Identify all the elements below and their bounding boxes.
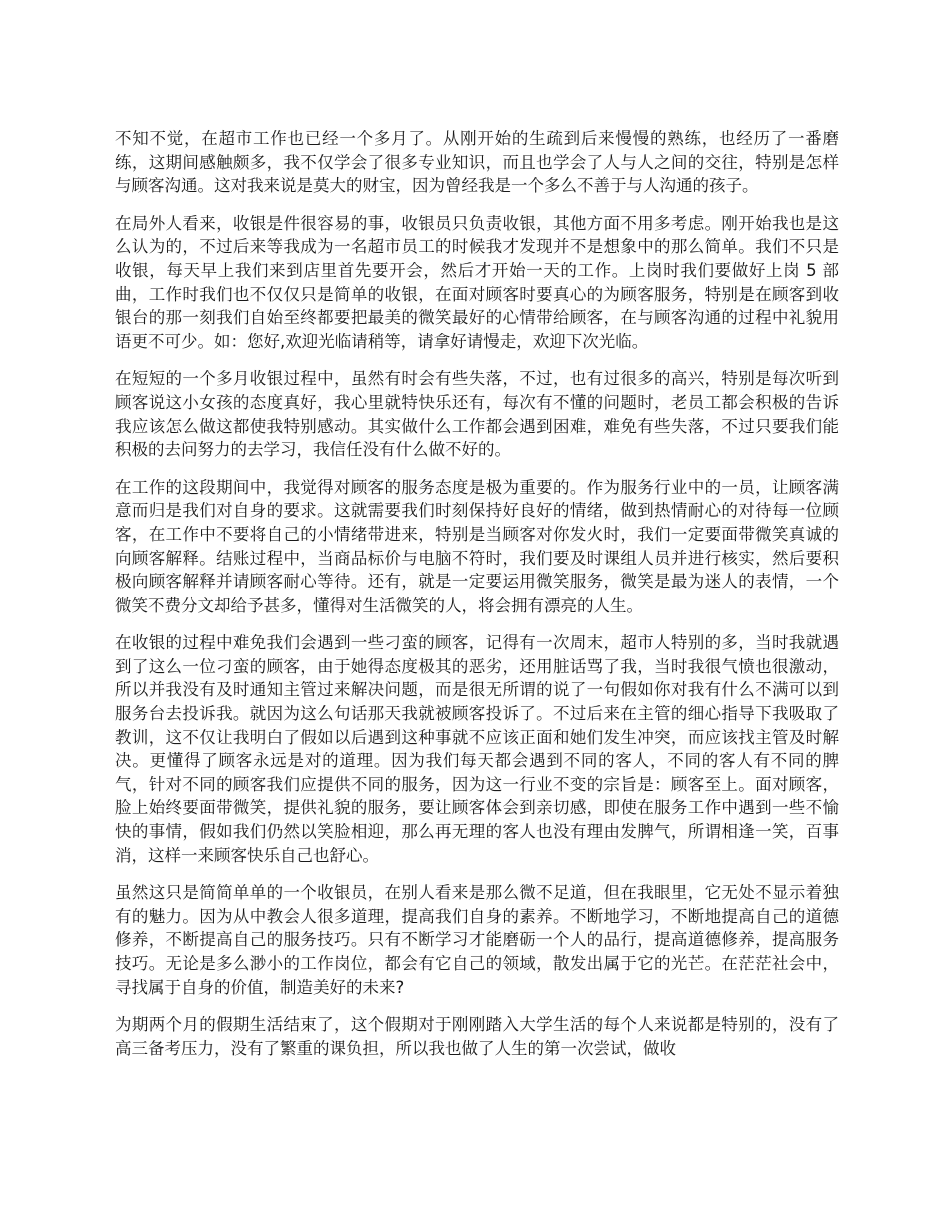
paragraph-1: 不知不觉，在超市工作也已经一个多月了。从刚开始的生疏到后来慢慢的熟练，也经历了一番磨练，这期间感触颇多，我不仅学会了很多专业知识，而且也学会了人与人之间的交往，特别是怎样与顾客沟通。这对我来说是莫大的财宝，因为曾经我是一个多么不善于与人沟通的孩子。: [115, 129, 839, 196]
paragraph-2: 在局外人看来，收银是件很容易的事，收银员只负责收银，其他方面不用多考虑。刚开始我也是这么认为的，不过后来等我成为一名超市员工的时候我才发现并不是想象中的那么简单。我们不只是收银，每天早上我们来到店里首先要开会，然后才开始一天的工作。上岗时我们要做好上岗 5 部曲，工作时我们也不仅仅只是简单的收银，在面对顾客时要真心的为顾客服务，特别是在顾客到收银台的那一刻我们自始至终都要把最美的微笑最好的心情带给顾客，在与顾客沟通的过程中礼貌用语更不可少。如：您好,欢迎光临请稍等，请拿好请慢走，欢迎下次光临。: [115, 213, 839, 351]
document-body: [115, 127, 839, 1074]
paragraph-5: 在收银的过程中难免我们会遇到一些刁蛮的顾客，记得有一次周末，超市人特别的多，当时我就遇到了这么一位刁蛮的顾客，由于她得态度极其的恶劣，还用脏话骂了我，当时我很气愤也很激动，所以并我没有及时通知主管过来解决问题，而是很无所谓的说了一句假如你对我有什么不满可以到服务台去投诉我。就因为这么句话那天我就被顾客投诉了。不过后来在主管的细心指导下我吸取了教训，这不仅让我明白了假如以后遇到这种事就不应该正面和她们发生冲突，而应该找主管及时解决。更懂得了顾客永远是对的道理。因为我们每天都会遇到不同的客人，不同的客人有不同的脾气，针对不同的顾客我们应提供不同的服务，因为这一行业不变的宗旨是：顾客至上。面对顾客，脸上始终要面带微笑，提供礼貌的服务，要让顾客体会到亲切感，即使在服务工作中遇到一些不愉快的事情，假如我们仍然以笑脸相迎，那么再无理的客人也没有理由发脾气，所谓相逢一笑，百事消，这样一来顾客快乐自己也舒心。: [115, 633, 839, 865]
paragraph-7: 为期两个月的假期生活结束了，这个假期对于刚刚踏入大学生活的每个人来说都是特别的，没有了高三备考压力，没有了繁重的课负担，所以我也做了人生的第一次尝试，做收: [115, 1015, 839, 1058]
paragraph-3: 在短短的一个多月收银过程中，虽然有时会有些失落，不过，也有过很多的高兴，特别是每次听到顾客说这小女孩的态度真好，我心里就特快乐还有，每次有不懂的问题时，老员工都会积极的告诉我应该怎么做这都使我特别感动。其实做什么工作都会遇到困难，难免有些失落，不过只要我们能积极的去问努力的去学习，我信任没有什么做不好的。: [115, 369, 839, 460]
paragraph-6: 虽然这只是简简单单的一个收银员，在别人看来是那么微不足道，但在我眼里，它无处不显示着独有的魅力。因为从中教会人很多道理，提高我们自身的素养。不断地学习，不断地提高自己的道德修养，不断提高自己的服务技巧。只有不断学习才能磨砺一个人的品行，提高道德修养，提高服务技巧。无论是多么渺小的工作岗位，都会有它自己的领域，散发出属于它的光芒。在茫茫社会中，寻找属于自身的价值，制造美好的未来?: [115, 883, 839, 997]
paragraph-4: 在工作的这段期间中，我觉得对顾客的服务态度是极为重要的。作为服务行业中的一员，让顾客满意而归是我们对自身的要求。这就需要我们时刻保持好良好的情绪，做到热情耐心的对待每一位顾客，在工作中不要将自己的小情绪带进来，特别是当顾客对你发火时，我们一定要面带微笑真诚的向顾客解释。结账过程中，当商品标价与电脑不符时，我们要及时课组人员并进行核实，然后要积极向顾客解释并请顾客耐心等待。还有，就是一定要运用微笑服务，微笑是最为迷人的表情，一个微笑不费分文却给予甚多，懂得对生活微笑的人，将会拥有漂亮的人生。: [115, 477, 839, 615]
